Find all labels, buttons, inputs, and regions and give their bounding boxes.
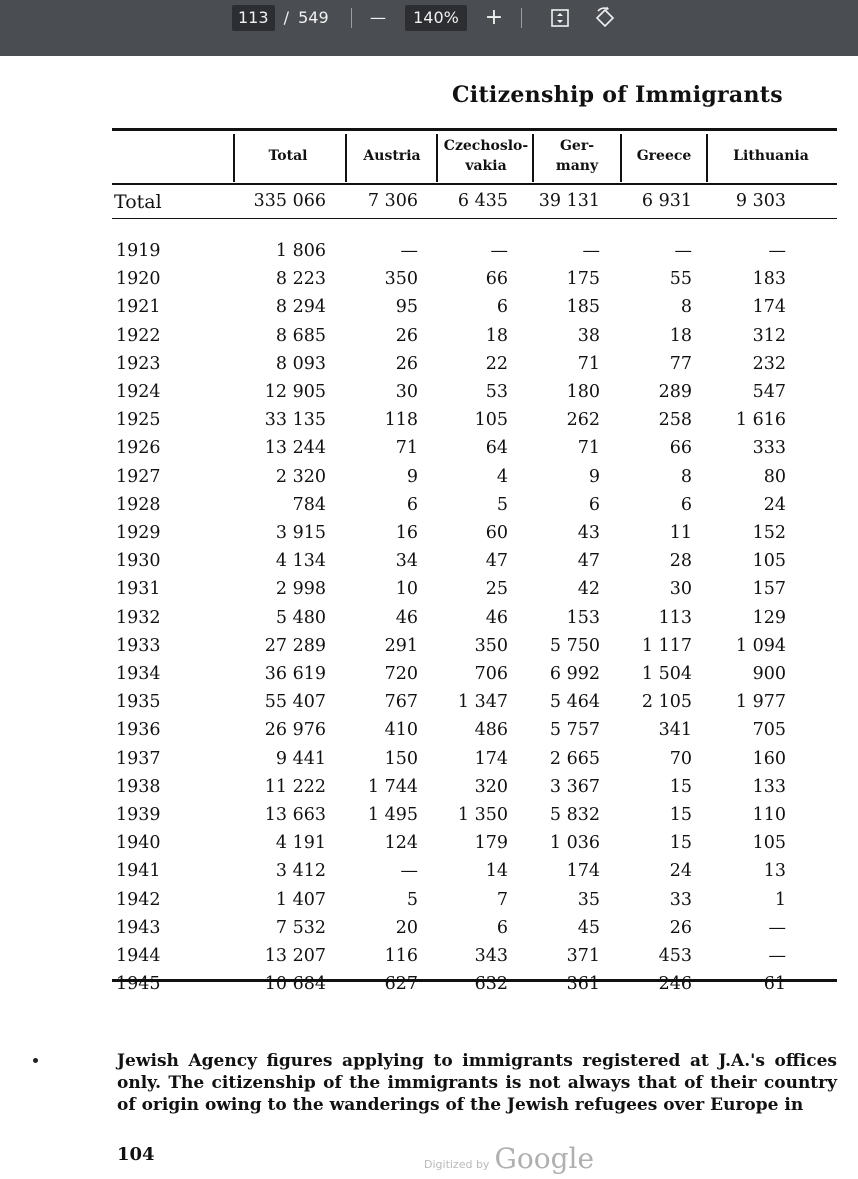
row-year: 1931	[116, 579, 161, 600]
row-cell: 105	[474, 410, 508, 431]
row-cell: 66	[485, 269, 508, 290]
row-cell: 6	[496, 297, 508, 318]
row-cell: 35	[577, 889, 600, 910]
row-year: 1920	[116, 269, 161, 290]
row-year: 1927	[116, 466, 161, 487]
row-cell: 547	[752, 382, 786, 402]
row-cell: 9 441	[275, 748, 326, 769]
row-cell: 25	[485, 579, 508, 600]
row-year: 1921	[116, 297, 161, 318]
row-cell: 153	[566, 607, 600, 628]
total-row-value: 6 931	[641, 191, 692, 211]
row-cell: 8 294	[275, 297, 326, 318]
row-cell: 350	[384, 269, 418, 290]
row-cell: 15	[669, 805, 692, 825]
rotate-icon[interactable]	[590, 4, 620, 32]
row-cell: 16	[395, 523, 418, 543]
row-year: 1933	[116, 635, 161, 656]
fit-page-icon[interactable]	[546, 4, 574, 32]
row-cell: 45	[577, 917, 600, 938]
row-cell: 343	[474, 946, 508, 966]
toolbar-divider	[351, 8, 352, 28]
header-greece: Greece	[636, 148, 692, 164]
row-cell: 175	[566, 269, 600, 290]
row-cell: 11	[669, 523, 692, 543]
row-year: 1930	[116, 551, 161, 572]
page-number: 104	[117, 1144, 155, 1165]
row-year: 1937	[116, 748, 161, 769]
row-cell: 10 684	[264, 974, 326, 995]
row-cell: 36 619	[264, 664, 326, 684]
row-cell: 55 407	[264, 692, 326, 713]
row-cell: 179	[474, 833, 508, 854]
row-cell: 2 105	[641, 692, 692, 713]
row-cell: 486	[474, 720, 508, 741]
row-cell: 46	[395, 607, 418, 628]
row-cell: 12 905	[264, 382, 326, 402]
header-divider	[436, 134, 438, 182]
row-cell: 705	[752, 720, 786, 741]
row-year: 1943	[116, 917, 161, 938]
row-year: 1934	[116, 664, 161, 684]
row-cell: 71	[577, 353, 600, 374]
row-cell: 66	[669, 438, 692, 459]
row-cell: 64	[485, 438, 508, 459]
row-cell: 105	[752, 833, 786, 854]
row-cell: 289	[658, 382, 692, 402]
row-year: 1922	[116, 325, 161, 346]
table-top-rule	[112, 128, 837, 131]
row-cell: 13 207	[264, 946, 326, 966]
zoom-out-button[interactable]: —	[370, 8, 386, 27]
row-cell: 30	[669, 579, 692, 600]
row-cell: 3 367	[549, 776, 600, 797]
row-cell: 258	[658, 410, 692, 431]
row-cell: 6	[680, 494, 692, 515]
row-cell: 157	[752, 579, 786, 600]
document-page	[0, 56, 858, 1179]
row-cell: 5	[496, 494, 508, 515]
row-cell: 2 320	[275, 466, 326, 487]
row-cell: 174	[752, 297, 786, 318]
speck	[33, 1058, 38, 1063]
row-cell: 1 094	[735, 635, 786, 656]
row-cell: 71	[395, 438, 418, 459]
row-cell: 5 832	[549, 805, 600, 825]
zoom-in-button[interactable]: +	[484, 5, 504, 30]
row-year: 1924	[116, 382, 161, 402]
row-cell: 9	[406, 466, 418, 487]
header-austria: Austria	[363, 148, 421, 164]
row-cell: 15	[669, 776, 692, 797]
row-cell: 13	[763, 861, 786, 882]
row-cell: 453	[658, 946, 692, 966]
row-year: 1932	[116, 607, 161, 628]
row-cell: 9	[588, 466, 600, 487]
row-cell: 33	[669, 889, 692, 910]
row-cell: —	[768, 917, 786, 938]
zoom-level-input[interactable]: 140%	[405, 5, 467, 31]
row-cell: 232	[752, 353, 786, 374]
row-cell: 5 750	[549, 635, 600, 656]
row-cell: 3 412	[275, 861, 326, 882]
row-cell: 1	[774, 889, 786, 910]
row-cell: 26 976	[264, 720, 326, 741]
row-cell: 8	[680, 297, 692, 318]
row-cell: 18	[485, 325, 508, 346]
row-cell: 38	[577, 325, 600, 346]
row-cell: 320	[474, 776, 508, 797]
header-lithuania: Lithuania	[733, 148, 809, 164]
row-cell: 350	[474, 635, 508, 656]
header-divider	[706, 134, 708, 182]
row-cell: 20	[395, 917, 418, 938]
row-cell: 5 757	[549, 720, 600, 741]
row-cell: 5 480	[275, 607, 326, 628]
row-year: 1945	[116, 974, 161, 995]
watermark	[424, 1142, 594, 1175]
row-year: 1936	[116, 720, 161, 741]
row-cell: 22	[485, 353, 508, 374]
row-cell: 150	[384, 748, 418, 769]
row-cell: 10	[395, 579, 418, 600]
row-cell: 6	[588, 494, 600, 515]
header-germany-line1: Ger-	[559, 138, 595, 154]
row-cell: 43	[577, 523, 600, 543]
total-row-value: 39 131	[538, 191, 600, 211]
row-cell: —	[674, 241, 692, 261]
row-cell: 27 289	[264, 635, 326, 656]
row-cell: 13 663	[264, 805, 326, 825]
row-cell: 720	[384, 664, 418, 684]
row-cell: —	[582, 241, 600, 261]
row-cell: 110	[752, 805, 786, 825]
row-cell: 4 191	[275, 833, 326, 854]
row-cell: 767	[384, 692, 418, 713]
row-cell: 246	[658, 974, 692, 995]
page-total: 549	[298, 8, 329, 27]
row-cell: 632	[474, 974, 508, 995]
row-year: 1923	[116, 353, 161, 374]
row-cell: 61	[763, 974, 786, 995]
row-cell: 7	[496, 889, 508, 910]
row-cell: 95	[395, 297, 418, 318]
pdf-toolbar	[0, 0, 858, 56]
row-year: 1939	[116, 805, 161, 825]
page-separator: /	[283, 8, 290, 27]
row-cell: 180	[566, 382, 600, 402]
row-cell: 183	[752, 269, 786, 290]
row-cell: 124	[384, 833, 418, 854]
row-cell: 42	[577, 579, 600, 600]
page-number-input[interactable]: 113	[232, 5, 275, 31]
row-cell: 291	[384, 635, 418, 656]
row-cell: 7 532	[275, 917, 326, 938]
row-cell: 371	[566, 946, 600, 966]
header-divider	[233, 134, 235, 182]
row-cell: 160	[752, 748, 786, 769]
row-cell: 312	[752, 325, 786, 346]
row-cell: 8 685	[275, 325, 326, 346]
row-cell: 5 464	[549, 692, 600, 713]
header-total: Total	[268, 148, 308, 164]
row-year: 1926	[116, 438, 161, 459]
footnote: Jewish Agency figures applying to immigrants registered at J.A.'s offices only. The citizenship of the immigrants is not always that of their country of origin owing to the wanderings of the Jewish refugees over Europe in	[117, 1051, 837, 1115]
row-cell: 77	[669, 353, 692, 374]
header-germany-line2: many	[555, 158, 599, 174]
row-cell: 174	[566, 861, 600, 882]
row-cell: 46	[485, 607, 508, 628]
header-divider	[345, 134, 347, 182]
row-cell: 6	[496, 917, 508, 938]
row-cell: 113	[658, 607, 692, 628]
row-cell: 26	[669, 917, 692, 938]
row-cell: 6	[406, 494, 418, 515]
row-cell: 1 504	[641, 664, 692, 684]
row-cell: 70	[669, 748, 692, 769]
row-year: 1935	[116, 692, 161, 713]
row-cell: 26	[395, 353, 418, 374]
row-cell: 5	[406, 889, 418, 910]
row-cell: 1 407	[275, 889, 326, 910]
row-cell: —	[400, 861, 418, 882]
row-year: 1928	[116, 494, 161, 515]
header-czechoslovakia-line1: Czechoslo-	[443, 138, 529, 154]
row-cell: —	[768, 241, 786, 261]
watermark-small-text: Digitized by	[424, 1158, 490, 1171]
row-cell: 1 977	[735, 692, 786, 713]
total-row-value: 7 306	[367, 191, 418, 211]
row-year: 1925	[116, 410, 161, 431]
row-cell: 174	[474, 748, 508, 769]
page-indicator	[232, 5, 329, 31]
row-cell: 24	[669, 861, 692, 882]
row-year: 1919	[116, 241, 161, 261]
row-cell: 26	[395, 325, 418, 346]
row-cell: 55	[669, 269, 692, 290]
row-cell: 116	[384, 946, 418, 966]
row-cell: 262	[566, 410, 600, 431]
row-cell: 900	[752, 664, 786, 684]
row-year: 1929	[116, 523, 161, 543]
row-cell: 133	[752, 776, 786, 797]
total-row-value: 335 066	[253, 191, 326, 211]
row-cell: 2 665	[549, 748, 600, 769]
row-cell: 24	[763, 494, 786, 515]
row-cell: 3 915	[275, 523, 326, 543]
row-cell: 11 222	[264, 776, 326, 797]
row-cell: —	[768, 946, 786, 966]
row-cell: 60	[485, 523, 508, 543]
row-year: 1944	[116, 946, 161, 966]
total-row-label: Total	[114, 191, 162, 213]
row-cell: 28	[669, 551, 692, 572]
row-cell: 361	[566, 974, 600, 995]
row-cell: 1 806	[275, 241, 326, 261]
row-cell: 706	[474, 664, 508, 684]
row-cell: 1 495	[367, 805, 418, 825]
row-cell: 152	[752, 523, 786, 543]
row-cell: 15	[669, 833, 692, 854]
row-cell: 1 744	[367, 776, 418, 797]
row-cell: 34	[395, 551, 418, 572]
row-cell: 410	[384, 720, 418, 741]
row-cell: 784	[292, 494, 326, 515]
row-cell: 627	[384, 974, 418, 995]
row-cell: 18	[669, 325, 692, 346]
row-cell: 105	[752, 551, 786, 572]
row-year: 1942	[116, 889, 161, 910]
total-row-rule	[112, 218, 837, 219]
row-cell: 1 350	[457, 805, 508, 825]
header-czechoslovakia-line2: vakia	[465, 158, 507, 174]
row-year: 1940	[116, 833, 161, 854]
row-cell: —	[400, 241, 418, 261]
total-row-value: 9 303	[735, 191, 786, 211]
row-cell: 14	[485, 861, 508, 882]
watermark-brand: Google	[494, 1142, 595, 1175]
toolbar-divider	[521, 8, 522, 28]
row-cell: 1 036	[549, 833, 600, 854]
row-cell: 8 093	[275, 353, 326, 374]
row-cell: 1 616	[735, 410, 786, 431]
row-cell: 30	[395, 382, 418, 402]
total-row-value: 6 435	[457, 191, 508, 211]
page-title: Citizenship of Immigrants	[452, 82, 783, 108]
row-cell: 4 134	[275, 551, 326, 572]
row-cell: 47	[485, 551, 508, 572]
row-cell: —	[490, 241, 508, 261]
row-cell: 6 992	[549, 664, 600, 684]
row-cell: 71	[577, 438, 600, 459]
row-cell: 129	[752, 607, 786, 628]
row-cell: 47	[577, 551, 600, 572]
row-cell: 80	[763, 466, 786, 487]
row-cell: 1 347	[457, 692, 508, 713]
row-cell: 333	[752, 438, 786, 459]
row-cell: 33 135	[264, 410, 326, 431]
row-cell: 4	[496, 466, 508, 487]
row-cell: 185	[566, 297, 600, 318]
row-cell: 53	[485, 382, 508, 402]
row-cell: 118	[384, 410, 418, 431]
row-cell: 13 244	[264, 438, 326, 459]
row-cell: 2 998	[275, 579, 326, 600]
row-cell: 341	[658, 720, 692, 741]
row-cell: 1 117	[641, 635, 692, 656]
header-bottom-rule	[112, 183, 837, 185]
row-cell: 8 223	[275, 269, 326, 290]
row-year: 1938	[116, 776, 161, 797]
row-year: 1941	[116, 861, 161, 882]
row-cell: 8	[680, 466, 692, 487]
